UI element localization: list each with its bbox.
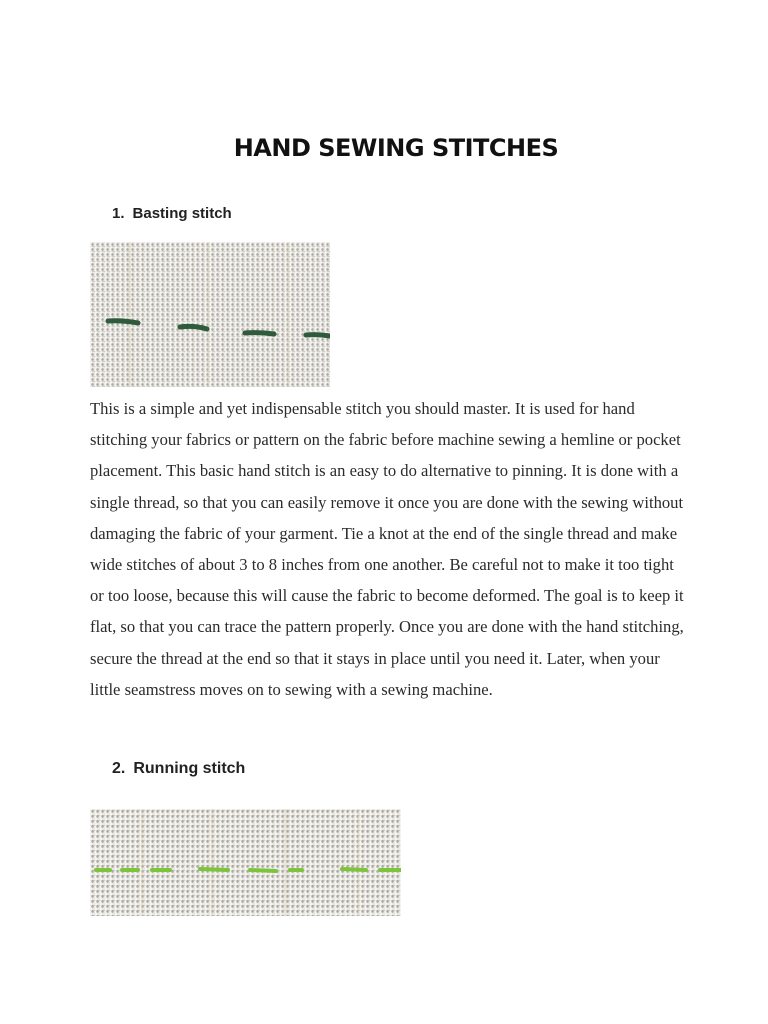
running-stitch-fabric-icon bbox=[90, 809, 401, 916]
section-number: 2. bbox=[112, 760, 126, 777]
basting-stitch-image bbox=[90, 242, 330, 387]
running-stitch-image bbox=[90, 809, 401, 916]
section-heading-text: Basting stitch bbox=[132, 205, 232, 222]
document-title: HAND SEWING STITCHES bbox=[233, 134, 559, 162]
basting-stitch-paragraph: This is a simple and yet indispensable stitch you should master. It is used for hand stitching your fabrics or pattern on the fabric before machine sewing a hemline or pocket placement. This basic hand stitch is an easy to do alternative to pinning. It is done with a single thread, so that you can easily remove it once you are done with the sewing without damaging the fabric of your garment. Tie a knot at the end of the single thread and make wide stitches of about 3 to 8 inches from one another. Be careful not to make it too tight or too loose, because this will cause the fabric to become deformed. The goal is to keep it flat, so that you can trace the pattern properly. Once you are done with the hand stitching, secure the thread at the end so that it stays in place until you need it. Later, when your little seamstress moves on to sewing with a sewing machine. bbox=[90, 399, 684, 699]
section-number: 1. bbox=[112, 205, 125, 222]
section-heading-text: Running stitch bbox=[133, 760, 246, 777]
section-heading-basting bbox=[112, 205, 232, 222]
section-heading-running bbox=[112, 760, 245, 778]
basting-stitch-fabric-icon bbox=[90, 242, 330, 387]
